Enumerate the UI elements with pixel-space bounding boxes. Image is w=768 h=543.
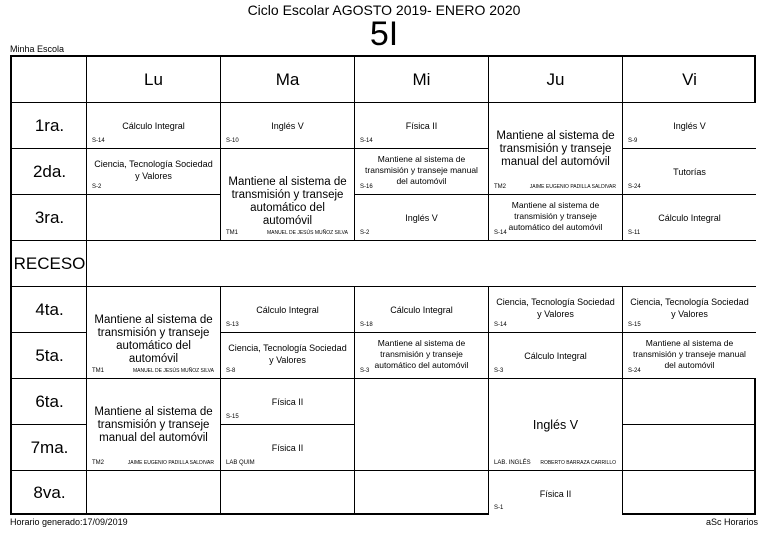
lesson-room: S-14 (360, 138, 373, 144)
lesson-room: S-18 (360, 322, 373, 328)
lesson-room: S-2 (360, 230, 370, 236)
lesson-cell[interactable] (623, 149, 756, 194)
grid-line (12, 470, 754, 471)
lesson-room: LAB. INGLÉS (494, 460, 531, 466)
period-header: 2da. (32, 161, 67, 181)
recess-row (87, 241, 756, 286)
lesson-subject: Mantiene al sistema de transmisión y transeje automático del automóvil (374, 338, 469, 370)
lesson-room: S-2 (92, 184, 102, 190)
lesson-teacher: MANUEL DE JESÚS MUÑOZ SILVA (266, 230, 348, 236)
lesson-room: LAB QUIM (226, 460, 255, 466)
lesson-subject: Inglés V (673, 121, 706, 131)
lesson-subject: Inglés V (532, 418, 579, 432)
lesson-cell[interactable] (489, 103, 622, 194)
lesson-room: S-15 (628, 322, 641, 328)
day-header-mi: Mi (412, 69, 431, 89)
lesson-cell[interactable] (87, 287, 220, 378)
lesson-room: S-14 (92, 138, 105, 144)
lesson-subject: Mantiene al sistema de transmisión y transeje automático del automóvil (508, 200, 603, 232)
lesson-room: S-9 (628, 138, 638, 144)
lesson-room: S-3 (360, 368, 370, 374)
lesson-cell[interactable] (221, 103, 354, 148)
lesson-subject: Cálculo Integral (524, 351, 587, 361)
footer-brand: aSc Horarios (705, 517, 758, 527)
period-header: 6ta. (35, 391, 64, 411)
lesson-room: TM2 (92, 460, 104, 466)
lesson-cell[interactable] (355, 333, 488, 378)
lesson-cell[interactable] (623, 333, 756, 378)
lesson-subject: Cálculo Integral (122, 121, 185, 131)
lesson-teacher: MANUEL DE JESÚS MUÑOZ SILVA (132, 368, 214, 374)
lesson-room: S-1 (494, 505, 504, 511)
day-header-vi: Vi (682, 69, 697, 89)
lesson-room: S-10 (226, 138, 239, 144)
generated-date: Horario generado:17/09/2019 (10, 517, 128, 527)
lesson-cell[interactable] (87, 149, 220, 194)
lesson-room: S-16 (360, 184, 373, 190)
lesson-cell[interactable] (221, 333, 354, 378)
lesson-subject: Física II (405, 121, 438, 131)
lesson-subject: Mantiene al sistema de transmisión y transeje manual del automóvil (365, 154, 478, 186)
lesson-cell[interactable] (489, 471, 622, 515)
lesson-subject: Cálculo Integral (390, 305, 453, 315)
lesson-subject: Mantiene al sistema de transmisión y transeje automático del automóvil (228, 176, 347, 227)
lesson-cell[interactable] (355, 195, 488, 240)
lesson-room: S-14 (494, 322, 507, 328)
lesson-room: S-11 (628, 230, 641, 236)
lesson-subject: Mantiene al sistema de transmisión y transeje manual del automóvil (633, 338, 746, 370)
lesson-teacher: ROBERTO BARRAZA CARRILLO (540, 460, 616, 466)
lesson-room: S-14 (494, 230, 507, 236)
timetable-grid (10, 55, 756, 515)
lesson-cell[interactable] (221, 149, 354, 240)
lesson-subject: Cálculo Integral (256, 305, 319, 315)
day-header-ma: Ma (275, 69, 300, 89)
lesson-subject: Física II (271, 397, 304, 407)
lesson-subject: Tutorías (673, 167, 706, 177)
lesson-subject: Ciencia, Tecnología Sociedad y Valores (94, 159, 213, 181)
lesson-subject: Mantiene al sistema de transmisión y transeje manual del automóvil (496, 130, 615, 168)
lesson-cell[interactable] (623, 195, 756, 240)
period-header-recess: RECESO (13, 253, 86, 273)
lesson-room: S-8 (226, 368, 236, 374)
lesson-cell[interactable] (623, 103, 756, 148)
schedule-title: Ciclo Escolar AGOSTO 2019- ENERO 2020 (247, 2, 521, 18)
lesson-room: S-24 (628, 184, 641, 190)
lesson-room: TM2 (494, 184, 506, 190)
lesson-cell[interactable] (355, 287, 488, 332)
lesson-subject: Mantiene al sistema de transmisión y transeje automático del automóvil (94, 314, 213, 365)
period-header: 5ta. (35, 345, 64, 365)
lesson-room: S-3 (494, 368, 504, 374)
lesson-room: TM1 (92, 368, 104, 374)
period-header: 1ra. (34, 115, 65, 135)
lesson-cell[interactable] (355, 149, 488, 194)
lesson-subject: Ciencia, Tecnología Sociedad y Valores (496, 297, 615, 319)
day-header-ju: Ju (546, 69, 565, 89)
lesson-subject: Ciencia, Tecnología Sociedad y Valores (228, 343, 347, 365)
lesson-cell[interactable] (489, 287, 622, 332)
period-header: 4ta. (35, 299, 64, 319)
lesson-cell[interactable] (87, 379, 220, 470)
lesson-room: S-15 (226, 414, 239, 420)
period-header: 7ma. (30, 437, 69, 457)
lesson-subject: Ciencia, Tecnología Sociedad y Valores (630, 297, 749, 319)
empty-cell (355, 379, 488, 470)
lesson-cell[interactable] (221, 425, 354, 470)
lesson-cell[interactable] (221, 379, 354, 424)
lesson-teacher: JAIME EUGENIO PADILLA SALDIVAR (127, 460, 214, 466)
lesson-cell[interactable] (489, 195, 622, 240)
lesson-subject: Física II (271, 443, 304, 453)
lesson-subject: Mantiene al sistema de transmisión y transeje manual del automóvil (94, 406, 213, 444)
class-name: 5I (369, 15, 399, 53)
lesson-cell[interactable] (221, 287, 354, 332)
lesson-subject: Inglés V (271, 121, 304, 131)
lesson-cell[interactable] (355, 103, 488, 148)
day-header-lu: Lu (144, 69, 163, 89)
period-header: 3ra. (34, 207, 65, 227)
lesson-subject: Inglés V (405, 213, 438, 223)
lesson-subject: Física II (539, 489, 572, 499)
lesson-room: S-24 (628, 368, 641, 374)
lesson-cell[interactable] (489, 333, 622, 378)
lesson-cell[interactable] (489, 379, 622, 470)
lesson-cell[interactable] (623, 287, 756, 332)
school-name: Minha Escola (10, 44, 65, 54)
lesson-teacher: JAIME EUGENIO PADILLA SALDIVAR (529, 184, 616, 190)
lesson-room: TM1 (226, 230, 238, 236)
lesson-subject: Cálculo Integral (658, 213, 721, 223)
lesson-room: S-13 (226, 322, 239, 328)
period-header: 8va. (33, 483, 66, 502)
lesson-cell[interactable] (87, 103, 220, 148)
